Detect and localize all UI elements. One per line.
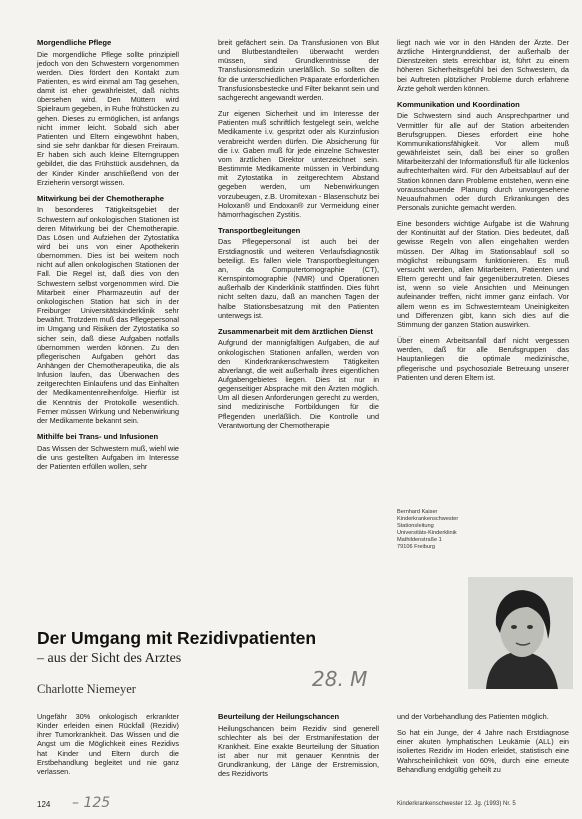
page-number: 124 — [37, 800, 51, 809]
article-column-2 — [218, 712, 379, 785]
section-heading: Mitwirkung bei der Chemotheraphe — [37, 193, 164, 203]
article-column-3 — [397, 712, 569, 781]
address-line: Bernhard Kaiser — [397, 509, 438, 515]
author-photo — [468, 577, 573, 689]
paragraph: breit gefächert sein. Da Transfusionen von Blut und Blutbestandteilen überwacht werden müssen, sind Grundkenntnisse der Transfusionsmedizin unerläßlich. So sollten die für die unterschiedlichen Präparate erforderlichen Transfusionsbestecke und Filter bekannt sein und sachgerecht angewandt werden. — [218, 38, 379, 102]
text-column-3 — [397, 38, 569, 389]
address-line: Kinderkrankenschwester — [397, 516, 459, 522]
article-title: Der Umgang mit Rezidivpatienten — [37, 628, 317, 648]
paragraph: So hat ein Junge, der 4 Jahre nach Erstdiagnose einer akuten lymphatischen Leukämie (ALL) ein isoliertes Rezidiv im Hoden erleidet, statistisch eine Wahrscheinlichkeit von 60%, durch eine erneute Behandlung endgültig geheilt zu — [397, 728, 569, 774]
article-column-1 — [37, 712, 179, 783]
paragraph: liegt nach wie vor in den Händen der Ärzte. Der ärztliche Hintergrunddienst, der außerhalb der Dienstzeiten stets erreichbar ist, führt zu einem höheren Sicherheitsgefühl bei den Schwestern, da bei Auftreten plötzlicher Probleme durch erfahrene Ärzte geholt werden können. — [397, 38, 569, 93]
paragraph: Die morgendliche Pflege sollte prinzipiell jedoch von den Schwestern vorgenommen werden. Dies fördert den Kontakt zum Patienten, es wird einmal am Tag gesehen, damit ist eher gewährleistet, daß nichts übersehen wird. Den Müttern wird Spielraum gegeben, in Ruhe frühstücken zu gehen. Dieses zu ermöglichen, ist anfangs nicht immer leicht. Sobald sich aber Patienten und Eltern eingewöhnt haben, sind sie sehr dankbar für diesen Freiraum. Er haben sich auch kleine Elterngruppen gebildet, die das Frühstück ausdehnen, da der Kinder Kinder anschließend von der Erzieherin versorgt wissen. — [37, 49, 179, 187]
paragraph: Über einem Arbeitsanfall darf nicht vergessen werden, daß für alle Berufsgruppen das Hauptanliegen die optimale medizinische, pflegerische und psychosoziale Betreuung unserer Patienten und deren Eltern ist. — [397, 336, 569, 382]
author-address — [397, 509, 477, 551]
section-heading: Kommunikation und Koordination — [397, 99, 520, 109]
section-heading: Beurteilung der Heilungschancen — [218, 712, 340, 721]
paragraph: In besonderes Tätigkeitsgebiet der Schwestern auf onkologischen Stationen ist deren Mitwirkung bei der Chemotherapie. Das Lösen und Aufziehen der Zytostatika wird bei uns von einer Apothekerin übernommen. Dies ist bei weitem noch nicht auf allen onkologischen Stationen der Fall. Die Regel ist, daß dies von den Schwestern selbst vorgenommen wird. Die Mitarbeit einer Pharmazeutin auf der onkologischen Station hat sich in der Freiburger Universitätskinderklinik sehr bewährt. Trotzdem muß das Pflegepersonal im Umgang und Risiken der Zytostatika so sicher sein, daß diese Aufgaben notfalls übernommen werden können. Zu den pflegerischen Aufgaben gehört das Anhängen der Chemotherapeutika, die als Infusion laufen, das Überwachen des zeitgerechten Einlaufens und das Einhalten der Medikamentenreihenfolge. Hierfür ist die Kenntnis der Protokolle wesentlich. Ferner müssen Wirkung und Nebenwirkung der Medikamente bekannt sein. — [37, 205, 179, 425]
section-heading: Mithilfe bei Trans- und Infusionen — [37, 432, 159, 442]
paragraph: Die Schwestern sind auch Ansprechpartner und Vermittler für alle auf der Station arbeitenden Berufsgruppen. Dieses erfordert eine hohe Kommunikationsfähigkeit. Vor allem muß gewährleistet sein, daß bei einer so großen Mitarbeiterzahl der Informationsfluß für alle lückenlos aufrechterhalten wird. Für den Arbeitsablauf auf der Station können dann Probleme entstehen, wenn eine vorausschauende Planung durch unvorgesehene Neuaufnahmen oder durch Erkrankungen des Personals zunichte gemacht werden. — [397, 111, 569, 212]
text-column-1 — [37, 38, 179, 478]
paragraph: Das Pflegepersonal ist auch bei der Erstdiagnostik und weiteren Verlaufsdiagnostik beteiligt. Es fallen viele Transportbegleitungen an, da Computertomographie (CT), Kernspintomographie (NMR) und Operationen außerhalb der Kinderklinik stattfinden. Dies führt nicht selten dazu, daß an manchen Tagen der halbe Stationsbesatzung mit den Patienten unterwegs ist. — [218, 237, 379, 320]
paragraph: Heilungschancen beim Rezidiv sind generell schlechter als bei der Erstmanifestation der Krankheit. Eine exakte Beurteilung der Situation ist aber nur mit genauer Kenntnis der Grundkrankung, der Länge der Erstremission, des Rezidivorts — [218, 723, 379, 779]
journal-footer: Kinderkrankenschwester 12. Jg. (1993) Nr. 5 — [397, 801, 516, 807]
portrait-image — [468, 577, 573, 689]
section-heading: Zusammenarbeit mit dem ärztlichen Dienst — [218, 326, 373, 336]
article-author: Charlotte Niemeyer — [37, 682, 136, 696]
address-line: 79106 Freiburg — [397, 544, 435, 550]
section-heading: Morgendliche Pflege — [37, 38, 112, 47]
paragraph: Zur eigenen Sicherheit und im Interesse der Patienten muß schriftlich festgelegt sein, welche Medikamente i.v. gespritzt oder als Kurzinfusion verabreicht werden dürfen. Die Absicherung für die i.v. Gaben muß für jede einzelne Schwester vom ärztlichen Direktor unterzeichnet sein. Bestimmte Medikamente müssen in Verbindung mit Zytostatika in zeitgerechtem Abstand gegeben werden, um Nebenwirkungen vorzubeugen, z.B. Uromitexan - Blasenschutz bei Holoxan® und Endoxan® zur Vermeidung einer hämorrhagischen Zystitis. — [218, 109, 379, 219]
section-heading: Transportbegleitungen — [218, 225, 301, 235]
paragraph: Ungefähr 30% onkologisch erkrankter Kinder erleiden einen Rückfall (Rezidiv) ihrer Tumorkrankheit. Das Wissen und die Angst um die Möglichkeit eines Rezidivs hat Kinder und Eltern durch die Erstbehandlung begleitet und nie ganz verlassen. — [37, 712, 179, 776]
address-line: Universitäts-Kinderklinik — [397, 530, 457, 536]
address-line: Mathildenstraße 1 — [397, 537, 442, 543]
paragraph: Aufgrund der mannigfaltigen Aufgaben, die auf onkologischen Stationen anfallen, werden von den Kinderkrankenschwestern Tätigkeiten abverlangt, die weit außerhalb ihres eigentlichen Aufgabengebietes liegen. Dies ist nur in gegenseitiger Absprache mit den Ärzten möglich. Um all diesen Anforderungen gerecht zu werden, sind medizinische Fortbildungen für die Pflegenden unerläßlich. Die Kontrolle und Verantwortung der Chemotherapie — [218, 338, 379, 430]
text-column-2 — [218, 38, 379, 437]
handwritten-annotation: – 125 — [72, 795, 111, 811]
paragraph: und der Vorbehandlung des Patienten möglich. — [397, 712, 549, 721]
handwritten-annotation: 28. M — [312, 667, 368, 691]
article-subtitle: – aus der Sicht des Arztes — [37, 651, 182, 666]
paragraph: Das Wissen der Schwestern muß, wiehl wie die uns gestellten Aufgaben im Interesse der Patienten erfüllen wollen, sehr — [37, 443, 179, 471]
address-line: Stationsleitung — [397, 523, 434, 529]
paragraph: Eine besonders wichtige Aufgabe ist die Wahrung der Kontinuität auf der Station. Dies bedeutet, daß gewisse Regeln von allen eingehalten werden müssen. Der Alltag im Stationsablauf soll so möglichst reibungsarm funktionieren. Es muß versucht werden, allen Mitarbeitern, Patienten und Eltern gerecht und fair gegenüberzutreten. Dieses ist, wenn so viele Ansichten und Meinungen aufeinander treffen, nicht immer ganz einfach. Vor allem wenn es im Schwesternteam Uneinigkeiten und Differenzen gibt, kann sich dies auf die Stimmung der ganzen Station auswirken. — [397, 219, 569, 329]
